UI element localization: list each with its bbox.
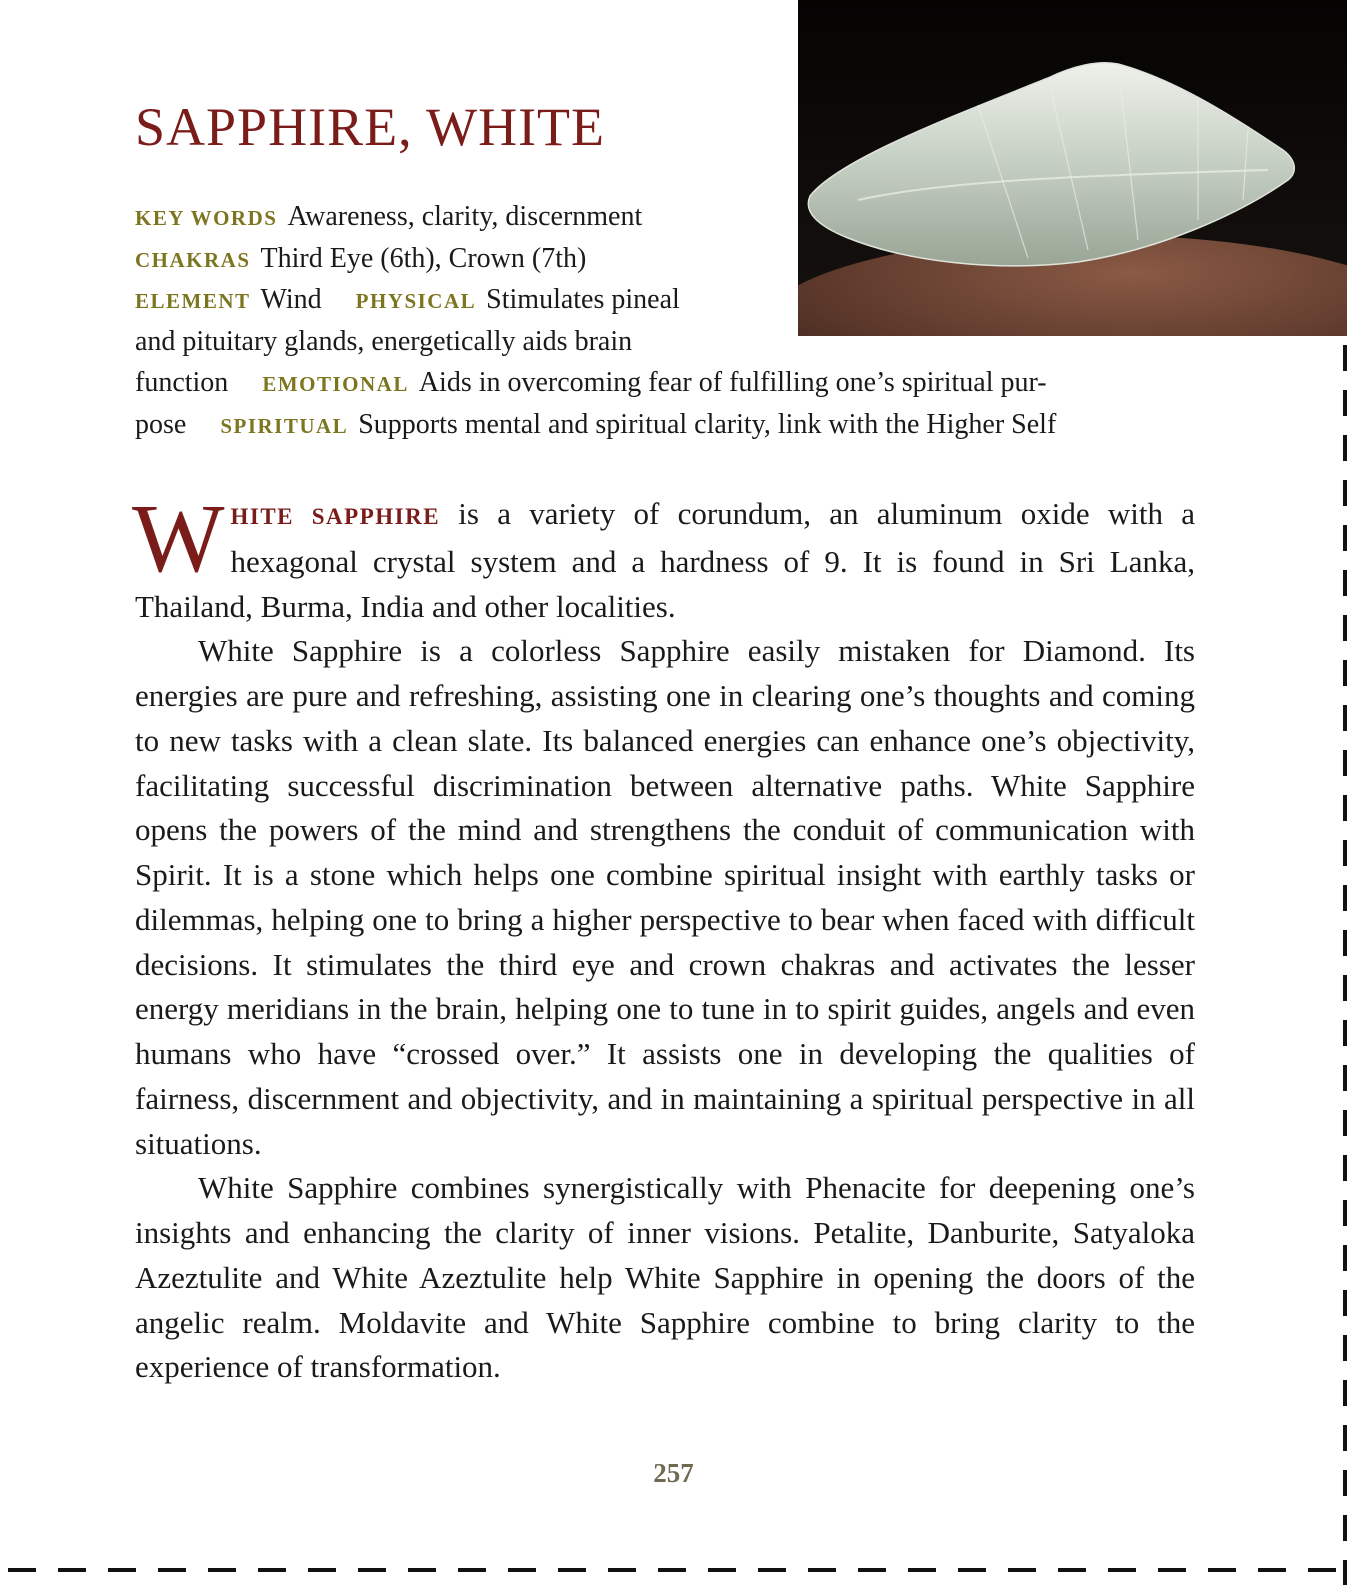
paragraph-1-text: is a variety of corundum, an aluminum oxide with a hexagonal crystal system and a hardness of 9. It is found in Sri Lanka, Thailand, Burma, India and other localities.	[135, 496, 1195, 624]
chakras-value: Third Eye (6th), Crown (7th)	[260, 242, 587, 274]
paragraph-1	[132, 485, 1195, 629]
keywords-label: KEY WORDS	[135, 206, 278, 230]
keywords-line	[135, 196, 1195, 238]
bottom-edge-marks	[8, 1568, 1347, 1572]
physical-value-2: and pituitary glands, energetically aids brain	[135, 325, 633, 357]
physical-label: PHYSICAL	[355, 289, 477, 313]
right-edge-marks	[1343, 345, 1347, 1585]
paragraph-2: White Sapphire is a colorless Sapphire easily mistaken for Diamond. Its energies are pure and refreshing, assisting one in clearing one’s thoughts and coming to new tasks with a clean slate. Its balanced energies can enhance one’s objectivity, facilitating successful discrimination between alternative paths. White Sapphire opens the powers of the mind and strengthens the conduit of communication with Spirit. It is a stone which helps one combine spiritual insight with earthly tasks or dilemmas, helping one to bring a higher perspective to bear when faced with difficult decisions. It stimulates the third eye and crown chakras and activates the lesser energy meridians in the brain, helping one to tune in to spirit guides, angels and even humans who have “crossed over.” It assists one in developing the qualities of fairness, discernment and objectivity, and in maintaining a spiritual perspective in all situations.	[135, 633, 1195, 1161]
chakras-line	[135, 238, 1195, 280]
emotional-value-2: pose	[135, 408, 187, 440]
physical-line-2	[135, 321, 1195, 363]
page-title: SAPPHIRE, WHITE	[135, 97, 606, 157]
physical-value-3: function	[135, 367, 229, 398]
keywords-value: Awareness, clarity, discernment	[287, 201, 643, 232]
element-physical-line	[135, 279, 1195, 321]
emotional-label: EMOTIONAL	[262, 372, 409, 396]
lead-small-caps: HITE SAPPHIRE	[230, 504, 441, 529]
drop-cap: W	[132, 485, 225, 593]
article-body	[132, 485, 1195, 1390]
page-number: 257	[653, 1458, 694, 1488]
spiritual-line	[135, 404, 1195, 446]
physical-value-1: Stimulates pineal	[486, 284, 680, 315]
element-value: Wind	[260, 284, 322, 315]
emotional-line	[135, 362, 1195, 404]
spiritual-value: Supports mental and spiritual clarity, link with the Higher Self	[358, 408, 1057, 440]
chakras-label: CHAKRAS	[135, 247, 251, 272]
spiritual-label: SPIRITUAL	[220, 413, 349, 438]
element-label: ELEMENT	[135, 289, 251, 313]
stone-attributes	[135, 196, 1195, 445]
emotional-value-1: Aids in overcoming fear of fulfilling one’s spiritual pur-	[418, 367, 1047, 398]
paragraph-3: White Sapphire combines synergistically with Phenacite for deepening one’s insights and enhancing the clarity of inner visions. Petalite, Danburite, Satyaloka Azeztulite and White Azeztulite help White Sapphire in opening the doors of the angelic realm. Moldavite and White Sapphire combine to bring clarity to the experience of transformation.	[135, 1170, 1195, 1385]
